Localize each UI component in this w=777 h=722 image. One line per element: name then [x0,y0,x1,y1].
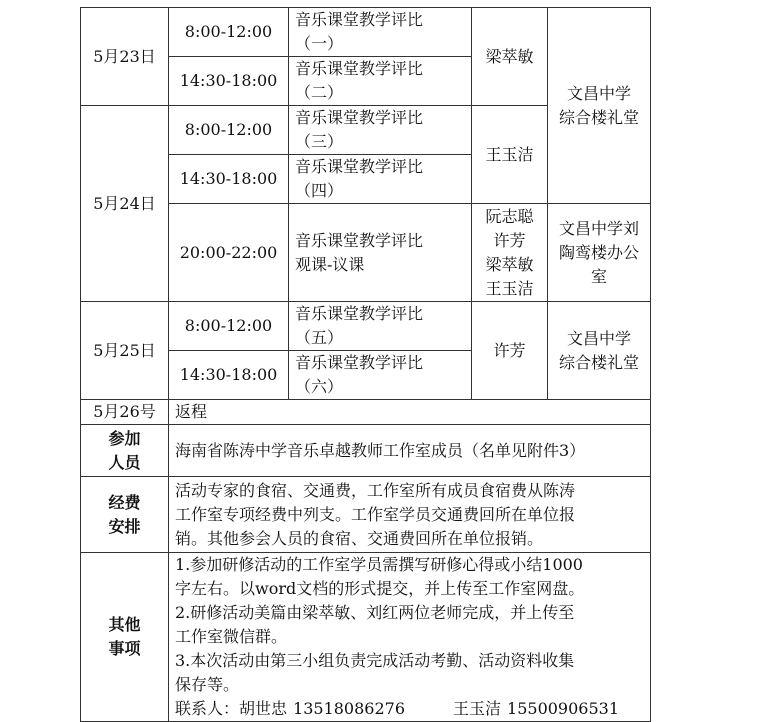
label-line: 安排 [108,516,141,536]
person-cell [472,204,548,302]
topic-cell [289,155,472,204]
label-line: 人员 [108,452,141,472]
place-cell [548,204,651,302]
other-row [81,553,651,722]
place-line: 综合楼礼堂 [558,107,639,127]
time-cell: 8:00-12:00 [169,302,289,351]
person-cell: 王玉洁 [472,106,548,204]
time-cell: 14:30-18:00 [169,351,289,400]
other-line: 2.研修活动美篇由梁萃敏、刘红两位老师完成，并上传至 [175,603,575,622]
topic-line: （二） [295,83,344,102]
contact-name: 王玉洁 [453,699,502,718]
participants-text: 海南省陈涛中学音乐卓越教师工作室成员（名单见附件3） [169,425,651,477]
expenses-line: 活动专家的食宿、交通费，工作室所有成员食宿费从陈涛 [175,480,576,500]
return-row [81,400,651,425]
person-line: 王玉洁 [485,278,534,298]
topic-line: 音乐课堂教学评比 [295,10,424,29]
topic-line: （三） [295,132,344,151]
topic-cell [289,204,472,302]
table-row [81,8,651,57]
participants-row [81,425,651,477]
other-text [169,553,651,722]
contact-gap [405,697,453,721]
date-cell: 5月24日 [81,106,169,302]
return-text-cell: 返程 [169,400,651,425]
topic-cell [289,106,472,155]
contact-line [175,697,646,721]
return-date-cell: 5月26号 [81,400,169,425]
topic-line: 音乐课堂教学评比 [295,304,424,323]
label-line: 经费 [108,492,141,512]
topic-line: 观课-议课 [295,254,365,274]
other-line: 字左右。以word文档的形式提交，并上传至工作室网盘。 [175,579,585,598]
topic-line: 音乐课堂教学评比 [295,230,424,250]
participants-label [81,425,169,477]
contact-phone: 15500906531 [507,699,620,718]
topic-line: （五） [295,328,344,347]
contact-name: 胡世忠 [239,699,288,718]
topic-line: （一） [295,34,344,53]
topic-line: 音乐课堂教学评比 [295,108,424,127]
topic-cell [289,57,472,106]
topic-line: 音乐课堂教学评比 [295,353,424,372]
time-cell: 20:00-22:00 [169,204,289,302]
time-cell: 14:30-18:00 [169,57,289,106]
topic-line: （六） [295,377,344,396]
place-line: 文昌中学刘 [558,218,639,238]
table-row [81,302,651,351]
date-cell: 5月23日 [81,8,169,106]
topic-cell [289,351,472,400]
place-line: 陶鸾楼办公 [558,242,639,262]
expenses-text [169,477,651,553]
label-line: 参加 [108,428,141,448]
contact-label: 联系人： [175,699,240,718]
expenses-line: 销。其他参会人员的食宿、交通费回所在单位报销。 [175,528,544,548]
time-cell: 8:00-12:00 [169,8,289,57]
other-line: 3.本次活动由第三小组负责完成活动考勤、活动资料收集 [175,651,575,670]
topic-line: 音乐课堂教学评比 [295,59,424,78]
other-line: 工作室微信群。 [175,627,288,646]
label-line: 其他 [108,615,141,634]
time-cell: 14:30-18:00 [169,155,289,204]
schedule-document [80,7,650,718]
topic-cell [289,8,472,57]
place-cell [548,302,651,400]
topic-cell [289,302,472,351]
expenses-line: 工作室专项经费中列支。工作室学员交通费回所在单位报 [175,504,576,524]
other-line: 保存等。 [175,675,240,694]
place-line: 文昌中学 [566,83,631,103]
place-cell [548,8,651,204]
topic-line: 音乐课堂教学评比 [295,157,424,176]
person-cell: 许芳 [472,302,548,400]
person-line: 阮志聪 [485,206,534,226]
expenses-label [81,477,169,553]
other-label [81,553,169,722]
schedule-table [80,7,651,722]
person-cell: 梁萃敏 [472,8,548,106]
person-line: 许芳 [493,230,526,250]
expenses-row [81,477,651,553]
contact-phone: 13518086276 [293,699,406,718]
topic-line: （四） [295,181,344,200]
place-line: 文昌中学 [566,328,631,348]
other-line: 1.参加研修活动的工作室学员需撰写研修心得或小结1000 [175,555,583,574]
place-line: 综合楼礼堂 [558,352,639,372]
date-cell: 5月25日 [81,302,169,400]
person-line: 梁萃敏 [485,254,534,274]
place-line: 室 [590,266,607,286]
label-line: 事项 [108,639,141,658]
time-cell: 8:00-12:00 [169,106,289,155]
